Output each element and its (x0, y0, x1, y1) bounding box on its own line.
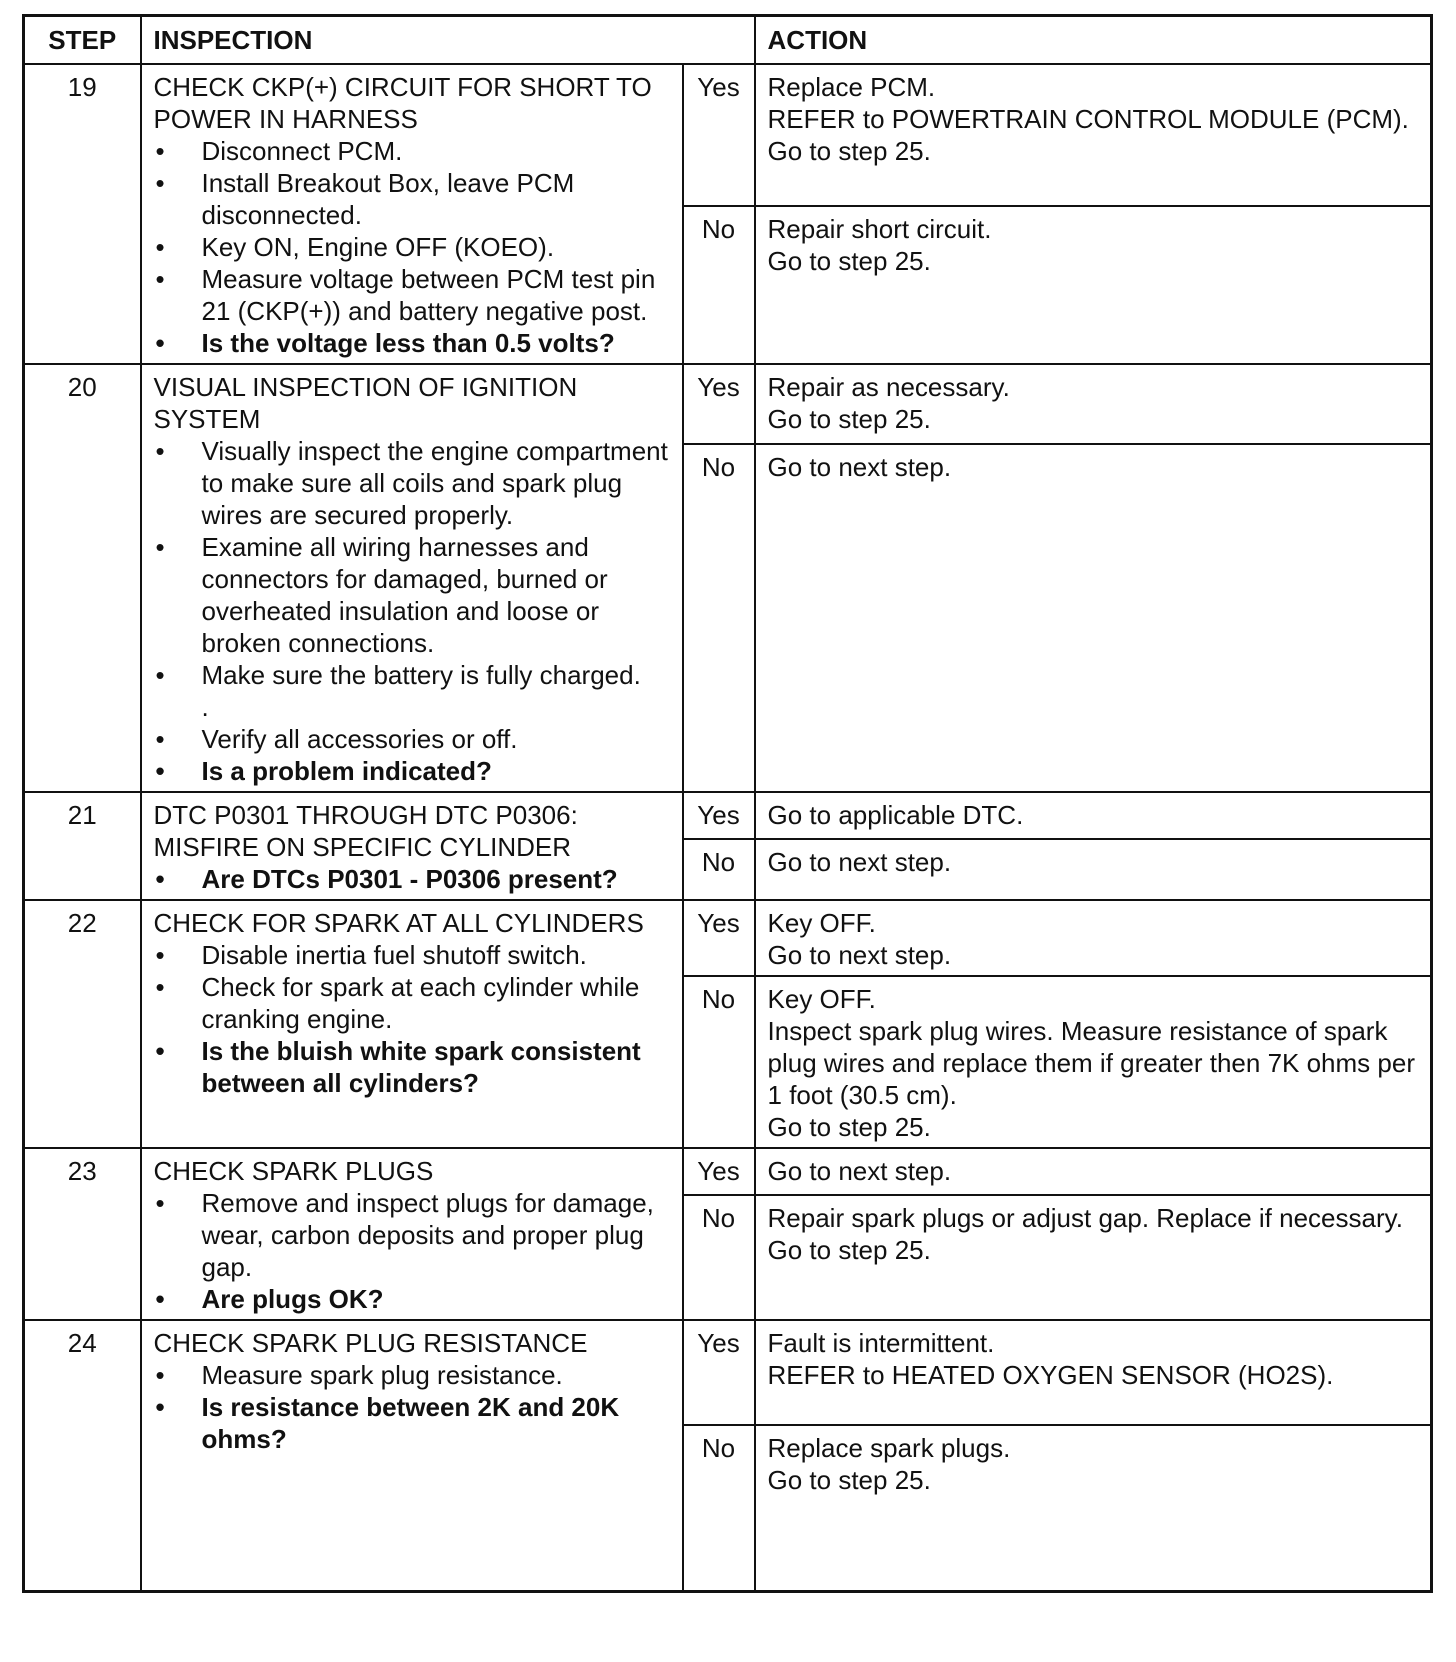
inspection-step-item: • Remove and inspect plugs for damage, wear, carbon deposits and proper plug gap. (154, 1187, 674, 1283)
table-row (24, 900, 1432, 976)
yes-label: Yes (683, 364, 755, 444)
inspection-title: CHECK SPARK PLUG RESISTANCE (153, 1328, 588, 1358)
no-label: No (683, 976, 755, 1148)
action-line: Go to next step. (767, 940, 952, 970)
no-label: No (683, 839, 755, 900)
action-line: Repair short circuit. (767, 213, 992, 244)
step-number: 21 (24, 792, 141, 900)
action-line: Inspect spark plug wires. Measure resistance of spark plug wires and replace them if greater then 7K ohms per 1 foot (30.5 cm). (767, 1016, 1415, 1110)
action-line: Go to step 25. (767, 1112, 931, 1142)
no-action (755, 839, 1432, 900)
step-number: 24 (24, 1320, 141, 1591)
step-number: 20 (24, 364, 141, 792)
action-line: Go to step 25. (767, 245, 931, 276)
step-number: 23 (24, 1148, 141, 1320)
yes-label: Yes (683, 64, 755, 206)
inspection-question: • Is resistance between 2K and 20K ohms? (154, 1391, 674, 1455)
action-line: REFER to POWERTRAIN CONTROL MODULE (PCM). (767, 104, 1409, 134)
inspection-step-item: • Visually inspect the engine compartment to make sure all coils and spark plug wires are secured properly. (154, 435, 674, 531)
action-line: Go to step 25. (767, 136, 931, 166)
action-line: Go to next step. (767, 846, 952, 877)
inspection-step-item: • Install Breakout Box, leave PCM disconnected. (154, 167, 674, 231)
table-row (24, 1148, 1432, 1195)
yes-action (755, 1320, 1432, 1425)
inspection-step-item: • Examine all wiring harnesses and connectors for damaged, burned or overheated insulation and loose or broken connections. (154, 531, 674, 659)
yes-label: Yes (683, 900, 755, 976)
action-line: Repair as necessary. (767, 372, 1010, 402)
inspection-question: • Are plugs OK? (154, 1283, 674, 1315)
header-row (24, 16, 1432, 65)
inspection-steps (154, 1359, 674, 1455)
action-line: Repair spark plugs or adjust gap. Replace if necessary. (767, 1202, 1403, 1233)
action-line: Go to step 25. (767, 404, 931, 434)
yes-label: Yes (683, 792, 755, 839)
inspection-step-item: • Disable inertia fuel shutoff switch. (154, 939, 674, 971)
yes-action (755, 792, 1432, 839)
action-line: Go to applicable DTC. (767, 800, 1024, 830)
action-line: REFER to HEATED OXYGEN SENSOR (HO2S). (767, 1360, 1334, 1390)
inspection-step-item: • Measure spark plug resistance. (154, 1359, 674, 1391)
no-action (755, 206, 1432, 364)
inspection-title: DTC P0301 THROUGH DTC P0306: MISFIRE ON SPECIFIC CYLINDER (153, 800, 578, 862)
inspection-question: • Are DTCs P0301 - P0306 present? (154, 863, 674, 895)
table-row (24, 1320, 1432, 1425)
yes-label: Yes (683, 1148, 755, 1195)
inspection-title: VISUAL INSPECTION OF IGNITION SYSTEM (153, 372, 578, 434)
inspection-header: INSPECTION (141, 16, 755, 65)
no-label: No (683, 444, 755, 792)
action-line: Go to step 25. (767, 1465, 931, 1495)
table-row (24, 364, 1432, 444)
action-line: Replace spark plugs. (767, 1433, 1011, 1463)
inspection-cell (141, 900, 683, 1148)
step-number: 22 (24, 900, 141, 1148)
inspection-step-item: • Check for spark at each cylinder while cranking engine. (154, 971, 674, 1035)
inspection-steps (154, 1187, 674, 1315)
no-label: No (683, 1195, 755, 1320)
inspection-title: CHECK CKP(+) CIRCUIT FOR SHORT TO POWER IN HARNESS (153, 72, 652, 134)
no-label: No (683, 206, 755, 364)
inspection-title: CHECK FOR SPARK AT ALL CYLINDERS (153, 908, 644, 938)
inspection-step-item: • Key ON, Engine OFF (KOEO). (154, 231, 674, 263)
inspection-step-item: • Disconnect PCM. (154, 135, 674, 167)
diagnostic-procedure-table (22, 14, 1433, 1593)
yes-action (755, 900, 1432, 976)
action-line: Fault is intermittent. (767, 1328, 995, 1358)
action-line: Replace PCM. (767, 72, 936, 102)
pinpoint-test-table (22, 14, 1433, 1593)
inspection-steps (154, 939, 674, 1099)
action-line: Key OFF. (767, 908, 876, 938)
table-body (24, 64, 1432, 1591)
action-header: ACTION (755, 16, 1432, 65)
step-header: STEP (24, 16, 141, 65)
step-number: 19 (24, 64, 141, 364)
yes-action (755, 64, 1432, 206)
action-line: Key OFF. (767, 984, 876, 1014)
no-label: No (683, 1425, 755, 1591)
inspection-step-item: • Verify all accessories or off. (154, 723, 674, 755)
action-line: Go to step 25. (767, 1234, 931, 1265)
inspection-cell (141, 364, 683, 792)
yes-label: Yes (683, 1320, 755, 1425)
action-line: Go to next step. (767, 451, 952, 482)
table-row (24, 64, 1432, 206)
no-action (755, 1195, 1432, 1320)
no-action (755, 1425, 1432, 1591)
inspection-steps (154, 435, 674, 787)
inspection-cell (141, 1148, 683, 1320)
inspection-step-item: . (201, 692, 209, 722)
yes-action (755, 364, 1432, 444)
inspection-cell (141, 1320, 683, 1591)
inspection-step-item: • Make sure the battery is fully charged. (154, 659, 674, 691)
inspection-title: CHECK SPARK PLUGS (153, 1156, 434, 1186)
inspection-question: • Is the voltage less than 0.5 volts? (154, 327, 674, 359)
inspection-cell (141, 792, 683, 900)
inspection-question: • Is a problem indicated? (154, 755, 674, 787)
action-line: Go to next step. (767, 1156, 952, 1186)
no-action (755, 444, 1432, 792)
yes-action (755, 1148, 1432, 1195)
inspection-steps (154, 135, 674, 359)
table-row (24, 792, 1432, 839)
inspection-step-item: • Measure voltage between PCM test pin 21 (CKP(+)) and battery negative post. (154, 263, 674, 327)
inspection-cell (141, 64, 683, 364)
inspection-steps (154, 863, 674, 895)
inspection-question: • Is the bluish white spark consistent between all cylinders? (154, 1035, 674, 1099)
no-action (755, 976, 1432, 1148)
